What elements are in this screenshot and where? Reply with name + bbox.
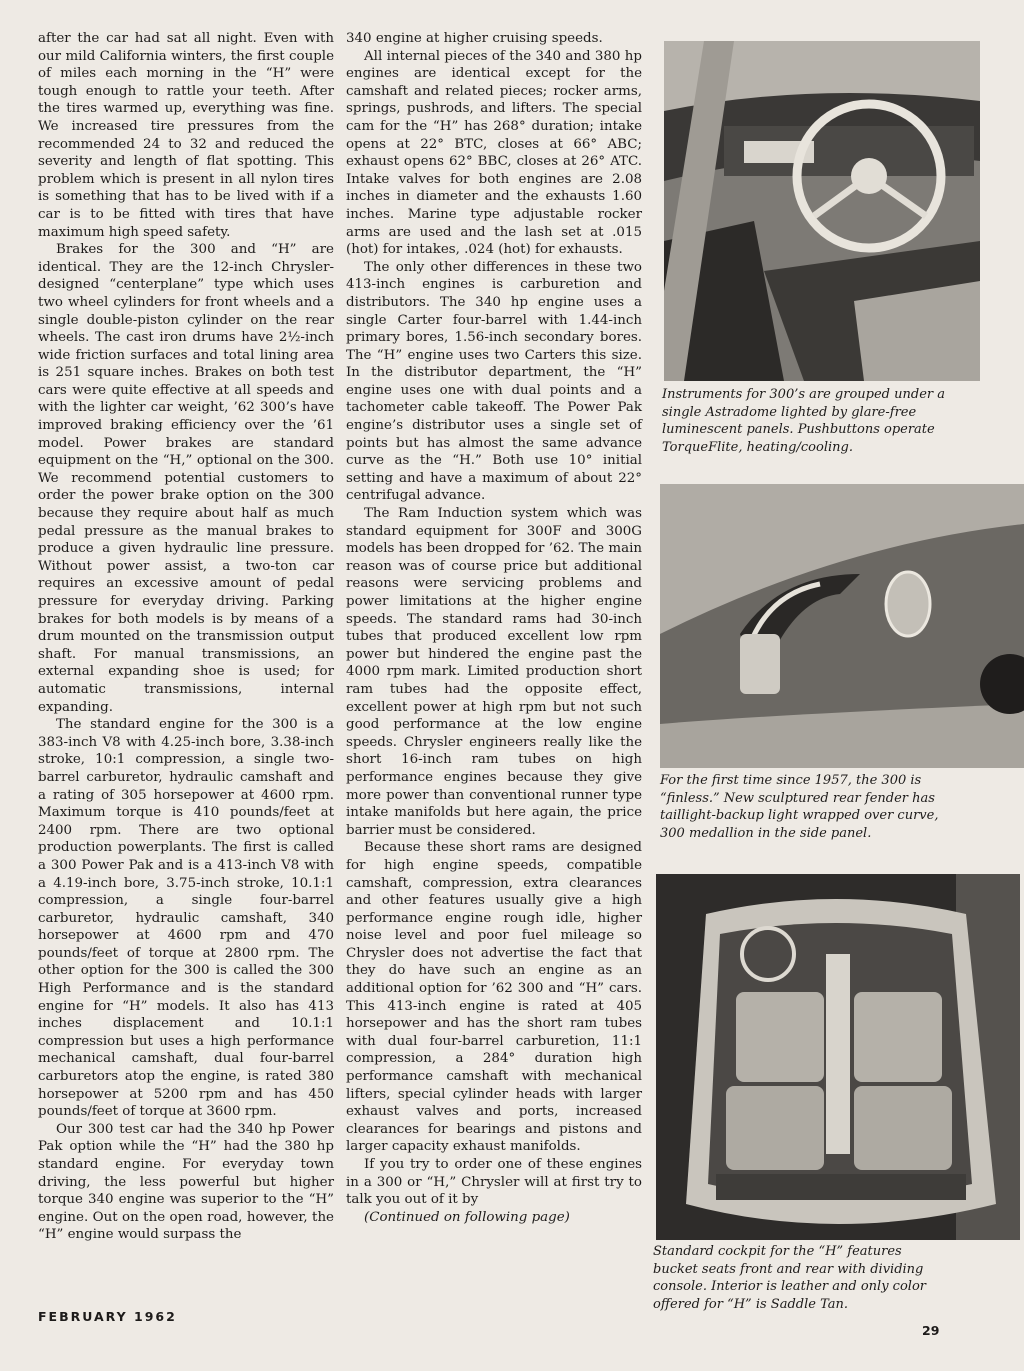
paragraph: Brakes for the 300 and “H” are identical. They are the 12-inch Chrysler-designed “centerplane” type which uses two wheel cylinders for front wheels and a single double-piston cylinder on the rear wheels. The cast iron drums have 2½-inch wide friction surfaces and total lining area is 251 square inches. Brakes on both test cars were quite effective at all speeds and with the lighter car weight, ’62 300’s have improved braking efficiency over the ’61 model. Power brakes are standard equipment on the “H,” optional on the 300. We recommend potential customers to order the power brake option on the 300 because they require about half as much pedal pressure as the manual brakes to produce a given hydraulic line pressure. Without power assist, a two-ton car requires an excessive amount of pedal pressure for everyday driving. Parking brakes for both models is by means of a drum mounted on the transmission output shaft. For manual transmissions, an external expanding shoe is used; for automatic transmissions, internal expanding. (38, 242, 334, 715)
article-column-1 (38, 30, 334, 1244)
continued-note: (Continued on following page) (364, 1209, 570, 1225)
paragraph: The only other differences in these two 413-inch engines is carburetion and distributors. The 340 hp engine uses a single Carter four-barrel with 1.44-inch primary bores, 1.56-inch secondary bores. The “H” engine uses two Carters this size. In the distributor department, the “H” engine uses one with dual points and a tachometer cable takeoff. The Power Pak engine’s distributor uses a single set of points but has almost the same advance curve as the “H.” Both use 10° initial setting and have a maximum of about 22° centrifugal advance. (346, 259, 642, 504)
caption-dashboard: Instruments for 300’s are grouped under a single Astradome lighted by glare-free luminescent panels. Pushbuttons operate TorqueFlite, heating/cooling. (662, 387, 945, 455)
paragraph: The Ram Induction system which was standard equipment for 300F and 300G models has been dropped for ’62. The main reason was of course price but additional reasons were servicing problems and power limitations at the higher engine speeds. The standard rams had 30-inch tubes that produced excellent low rpm power but hindered the engine past the 4000 rpm mark. Limited production short ram tubes had the opposite effect, excellent power at high rpm but not such good performance at the low engine speeds. Chrysler engineers really like the short 16-inch ram tubes on high performance engines because they give more power than conventional runner type intake manifolds but here again, the price barrier must be considered. (346, 506, 642, 838)
paragraph: The standard engine for the 300 is a 383-inch V8 with 4.25-inch bore, 3.38-inch stroke, 10:1 compression, a single two-barrel carburetor, hydraulic camshaft and a rating of 305 horsepower at 4600 rpm. Maximum torque is 410 pounds/feet at 2400 rpm. There are two optional production powerplants. The first is called a 300 Power Pak and is a 413-inch V8 with a 4.19-inch bore, 3.75-inch stroke, 10.1:1 compression, a single four-barrel carburetor, hydraulic camshaft, 340 horsepower at 4600 rpm and 470 pounds/feet of torque at 2800 rpm. The other option for the 300 is called the 300 High Performance and is the standard engine for “H” models. It also has 413 inches displacement and 10.1:1 compression but uses a high performance mechanical camshaft, dual four-barrel carburetors atop the engine, is rated 380 horsepower at 5200 rpm and has 450 pounds/feet of torque at 3600 rpm. (38, 717, 334, 1120)
issue-date: FEBRUARY 1962 (38, 1309, 177, 1324)
caption-rear-fender: For the first time since 1957, the 300 is “finless.” New sculptured rear fender has taillight-backup light wrapped over curve, 300 medallion in the side panel. (660, 773, 939, 841)
photo-rear-fender (660, 484, 1024, 768)
article-column-2 (346, 30, 642, 1226)
paragraph: Our 300 test car had the 340 hp Power Pak option while the “H” had the 380 hp standard engine. For everyday town driving, the less powerful but higher torque 340 engine was superior to the “H” engine. Out on the open road, however, the “H” engine would surpass the (38, 1121, 334, 1243)
paragraph: Because these short rams are designed for high engine speeds, compatible camshaft, compression, extra clearances and other features usually give a high performance engine rough idle, higher noise level and poor fuel mileage so Chrysler does not advertise the fact that they do have such an engine as an additional option for ’62 300 and “H” cars. This 413-inch engine is rated at 405 horsepower and has the short ram tubes with dual four-barrel carburetion, 11:1 compression, a 284° duration high performance camshaft with mechanical lifters, special cylinder heads with larger exhaust valves and ports, increased clearances for bearings and pistons and larger capacity exhaust manifolds. (346, 840, 642, 1155)
page-number: 29 (922, 1323, 940, 1338)
paragraph: All internal pieces of the 340 and 380 hp engines are identical except for the camshaft and related pieces; rocker arms, springs, pushrods, and lifters. The special cam for the “H” has 268° duration; intake opens at 22° BTC, closes at 66° ABC; exhaust opens 62° BBC, closes at 26° ATC. Intake valves for both engines are 2.08 inches in diameter and the exhausts 1.60 inches. Marine type adjustable rocker arms are used and the lash set at .015 (hot) for intakes, .024 (hot) for exhausts. (346, 48, 642, 258)
caption-cockpit: Standard cockpit for the “H” features bucket seats front and rear with dividing console. Interior is leather and only color offered for “H” is Saddle Tan. (653, 1244, 926, 1312)
paragraph: If you try to order one of these engines in a 300 or “H,” Chrysler will at first try to talk you out of it by (346, 1157, 642, 1208)
photo-cockpit (656, 874, 1020, 1240)
paragraph: after the car had sat all night. Even with our mild California winters, the first couple of miles each morning in the “H” were tough enough to rattle your teeth. After the tires warmed up, everything was fine. We increased tire pressures from the recommended 24 to 32 and reduced the severity and length of flat spotting. This problem which is present in all nylon tires is something that has to be lived with if a car is to be fitted with tires that have maximum high speed safety. (38, 31, 334, 240)
photo-dashboard (664, 41, 980, 381)
paragraph: 340 engine at higher cruising speeds. (346, 31, 603, 46)
